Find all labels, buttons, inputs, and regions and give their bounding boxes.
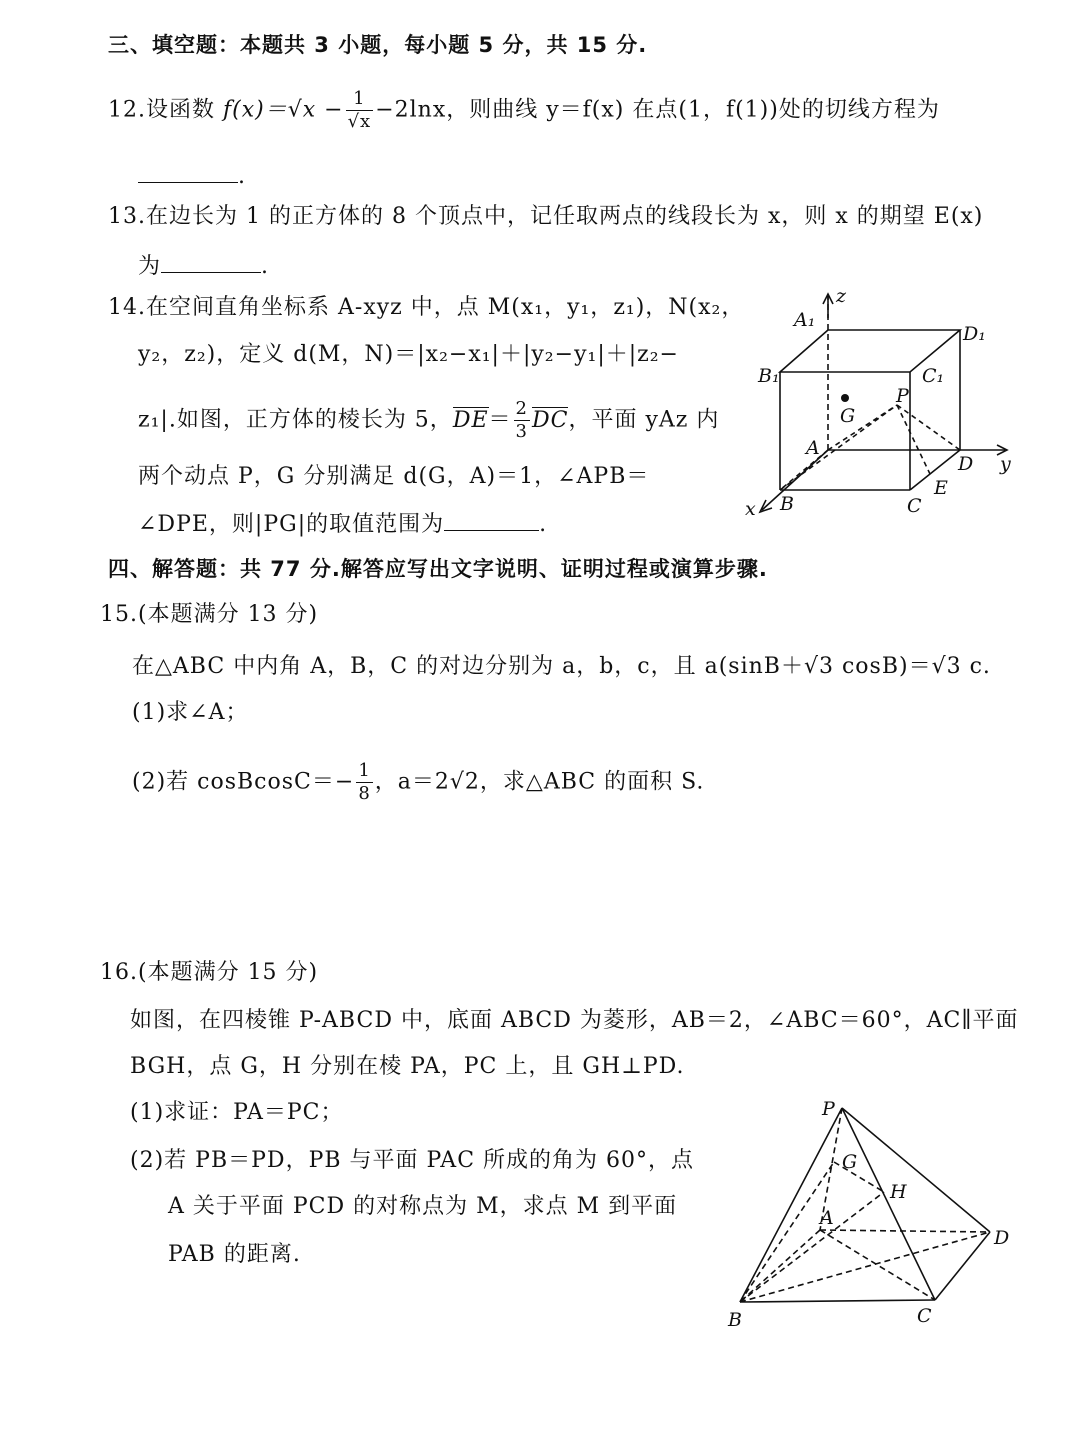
edge-pc bbox=[842, 1108, 935, 1300]
label-p: P bbox=[822, 1098, 835, 1120]
question-16-part-2-line-1: (2)若 PB＝PD，PB 与平面 PAC 所成的角为 60°，点 bbox=[130, 1148, 695, 1173]
fraction: $\frac{2}{3}$ bbox=[515, 398, 528, 442]
segment-bh bbox=[740, 1192, 884, 1302]
label-b: B bbox=[728, 1309, 742, 1331]
point-g bbox=[841, 394, 849, 402]
section-3-header: 三、填空题：本题共 3 小题，每小题 5 分，共 15 分. bbox=[108, 33, 648, 57]
question-16-part-2-line-3: PAB 的距离. bbox=[168, 1242, 301, 1267]
question-15-part-1: (1)求∠A； bbox=[132, 700, 249, 725]
label-d: D bbox=[994, 1227, 1010, 1249]
segment-bg bbox=[740, 1162, 834, 1302]
label-a: A bbox=[820, 1207, 834, 1229]
question-13-line-2: 为 . bbox=[138, 254, 270, 279]
label-d1: D₁ bbox=[963, 323, 986, 345]
label-z: z bbox=[836, 285, 847, 307]
answer-blank[interactable] bbox=[444, 512, 539, 531]
answer-blank[interactable] bbox=[138, 164, 238, 183]
label-x: x bbox=[745, 498, 756, 520]
question-16-line-2: BGH，点 G，H 分别在棱 PA，PC 上，且 GH⊥PD. bbox=[130, 1054, 685, 1079]
answer-blank[interactable] bbox=[161, 254, 261, 273]
edge-cd bbox=[935, 1232, 990, 1300]
question-16-part-2-line-2: A 关于平面 PCD 的对称点为 M，求点 M 到平面 bbox=[168, 1194, 678, 1219]
label-b: B bbox=[780, 493, 794, 515]
question-14-line-2: y₂，z₂)，定义 d(M，N)＝|x₂−x₁|＋|y₂−y₁|＋|z₂− bbox=[138, 342, 679, 367]
dashed-pd bbox=[897, 405, 960, 450]
question-12: 12.设函数 f(x)＝√x − $\frac{1}{√x}$ −2lnx，则曲线 y＝f(x) 在点(1，f(1))处的切线方程为 bbox=[108, 88, 940, 132]
edge-ad bbox=[820, 1230, 990, 1232]
label-c1: C₁ bbox=[922, 365, 945, 387]
label-y: y bbox=[1000, 453, 1011, 475]
question-14-line-3: z₁|.如图，正方体的棱长为 5，DE＝ $\frac{2}{3}$ DC，平面 yAz 内 bbox=[138, 398, 720, 442]
fraction: $\frac{1}{√x}$ bbox=[347, 88, 372, 132]
question-14-number: 14. bbox=[108, 295, 146, 320]
edge-bc bbox=[740, 1300, 935, 1302]
question-12-number: 12. bbox=[108, 97, 146, 123]
dashed-pe bbox=[897, 405, 930, 474]
label-h: H bbox=[890, 1181, 907, 1203]
question-15-part-2: (2)若 cosBcosC＝− $\frac{1}{8}$ ，a＝2√2，求△ABC 的面积 S. bbox=[132, 760, 705, 804]
edge-pb bbox=[740, 1108, 842, 1302]
label-c: C bbox=[907, 495, 922, 517]
question-16-title: 16.(本题满分 15 分) bbox=[100, 960, 319, 985]
dashed-ap bbox=[828, 405, 897, 450]
question-14-line-5: ∠DPE，则|PG|的取值范围为 . bbox=[138, 512, 548, 537]
fraction: $\frac{1}{8}$ bbox=[358, 760, 371, 804]
label-e: E bbox=[934, 477, 948, 499]
label-b1: B₁ bbox=[758, 365, 780, 387]
label-g: G bbox=[840, 405, 856, 427]
section-4-header: 四、解答题：共 77 分.解答应写出文字说明、证明过程或演算步骤. bbox=[108, 557, 768, 581]
label-a: A bbox=[806, 437, 820, 459]
question-16-part-1: (1)求证：PA＝PC； bbox=[130, 1100, 344, 1125]
question-13: 13.在边长为 1 的正方体的 8 个顶点中，记任取两点的线段长为 x，则 x 的期望 E(x) bbox=[108, 204, 984, 229]
label-a1: A₁ bbox=[794, 309, 816, 331]
label-g: G bbox=[842, 1151, 858, 1173]
edge-pd bbox=[842, 1108, 990, 1232]
label-c: C bbox=[917, 1305, 932, 1327]
question-13-number: 13. bbox=[108, 204, 146, 229]
question-15-statement: 在△ABC 中内角 A，B，C 的对边分别为 a，b，c，且 a(sinB＋√3 cosB)＝√3 c. bbox=[132, 654, 991, 679]
diag-bd bbox=[740, 1232, 990, 1302]
question-15-title: 15.(本题满分 13 分) bbox=[100, 602, 319, 627]
pyramid-figure bbox=[720, 1090, 1030, 1340]
question-14-line-4: 两个动点 P，G 分别满足 d(G，A)＝1，∠APB＝ bbox=[138, 464, 650, 489]
dashed-bp bbox=[780, 405, 897, 490]
question-12-answer-line: . bbox=[138, 162, 246, 192]
question-14-line-1: 14.在空间直角坐标系 A-xyz 中，点 M(x₁，y₁，z₁)，N(x₂， bbox=[108, 295, 745, 320]
label-d: D bbox=[958, 453, 974, 475]
label-p: P bbox=[896, 385, 909, 407]
cube-figure bbox=[740, 285, 1030, 525]
question-16-line-1: 如图，在四棱锥 P-ABCD 中，底面 ABCD 为菱形，AB＝2，∠ABC＝60°，AC∥平面 bbox=[130, 1008, 1019, 1033]
